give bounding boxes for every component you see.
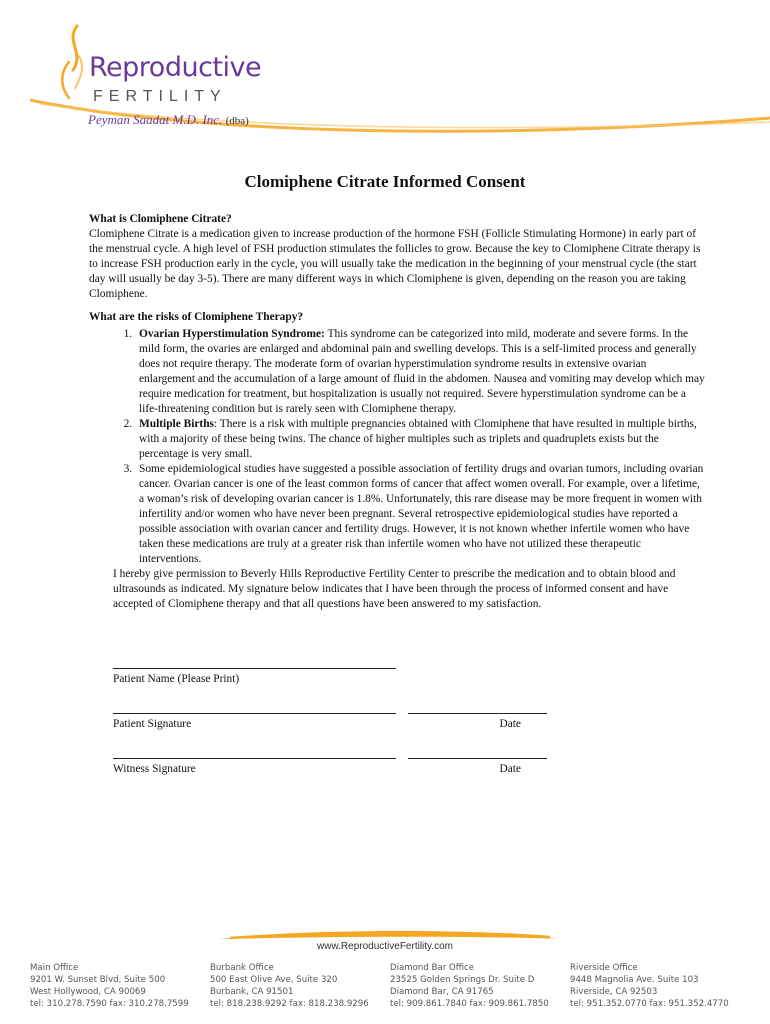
document-body	[89, 212, 705, 612]
risk-item	[135, 327, 705, 417]
office-name: Riverside Office	[570, 963, 638, 973]
office-address-line2: Burbank, CA 91501	[210, 987, 294, 997]
document-title: Clomiphene Citrate Informed Consent	[244, 172, 526, 191]
patient-signature-label: Patient Signature	[113, 718, 192, 730]
office-block	[30, 962, 210, 1010]
office-phones: tel: 818.238.9292 fax: 818.238.9296	[210, 999, 369, 1009]
footer-website-link[interactable]: www.ReproductiveFertility.com	[317, 941, 453, 952]
office-phones: tel: 310.278.7590 fax: 310.278.7599	[30, 999, 189, 1009]
office-address-line1: 500 East Olive Ave, Suite 320	[210, 975, 338, 985]
risks-list	[89, 327, 705, 567]
office-block	[210, 962, 390, 1010]
patient-date-label: Date	[499, 718, 521, 730]
witness-signature-line[interactable]	[113, 746, 396, 759]
witness-date-label: Date	[499, 763, 521, 775]
office-name: Diamond Bar Office	[390, 963, 475, 973]
section-heading-what-is: What is Clomiphene Citrate?	[89, 213, 232, 225]
company-logo	[55, 22, 315, 127]
office-address-line2: Diamond Bar, CA 91765	[390, 987, 494, 997]
risk-label: Multiple Births	[139, 418, 214, 430]
office-address-line1: 9201 W. Sunset Blvd, Suite 500	[30, 975, 166, 985]
witness-date-line[interactable]	[408, 746, 547, 759]
office-address-line2: Riverside, CA 92503	[570, 987, 658, 997]
witness-date-field[interactable]	[408, 746, 547, 775]
logo-word-fertility: FERTILITY	[93, 88, 227, 105]
section-body-what-is: Clomiphene Citrate is a medication given to increase production of the hormone FSH (Follicle Stimulating Hormone) in early part of the menstrual cycle. A high level of FSH production stimulates the follicles to grow. Because the key to Clomiphene Citrate therapy is to increase FSH production early in the cycle, you will usually take the medication in the beginning of your menstrual cycle (the start day will usually be day 3-5). There are many different ways in which Clomiphene is given, depending on the reason you are taking Clomiphene.	[89, 228, 701, 300]
office-address-line2: West Hollywood, CA 90069	[30, 987, 146, 997]
office-block	[570, 962, 750, 1010]
risk-text: : There is a risk with multiple pregnancies obtained with Clomiphene that have resulted in multiple births, with a majority of these being twins. The chance of higher multiples such as triplets and quadruplets exists but the percentage is very small.	[139, 418, 697, 460]
office-phones: tel: 951.352.0770 fax: 951.352.4770	[570, 999, 729, 1009]
patient-name-field[interactable]	[113, 656, 396, 685]
logo-word-reproductive: Reproductive	[89, 52, 262, 83]
risk-text: This syndrome can be categorized into mild, moderate and severe forms. In the mild form, the ovaries are enlarged and abdominal pain and swelling develops. This is a self-limited process and generally does not require therapy. The moderate form of ovarian hyperstimulation syndrome results in extensive ovarian enlargement and the accumulation of a large amount of fluid in the abdomen. Nausea and vomiting may develop which may require medication for treatment, but hospitalization is usually not required. Severe hyperstimulation syndrome can be a life-threatening condition but is rarely seen with Clomiphene therapy.	[139, 328, 705, 415]
witness-signature-field[interactable]	[113, 746, 396, 775]
office-name: Burbank Office	[210, 963, 274, 973]
logo-dba-line	[88, 112, 249, 128]
patient-name-line[interactable]	[113, 656, 396, 669]
risk-item	[135, 417, 705, 462]
office-phones: tel: 909.861.7840 fax: 909.861.7850	[390, 999, 549, 1009]
risk-text: Some epidemiological studies have suggested a possible association of fertility drugs and ovarian tumors, including ovarian cancer. Ovarian cancer is one of the least common forms of cancer that affect women overall. For example, over a lifetime, a woman’s risk of developing ovarian cancer is 1.8%. Unfortunately, this rare disease may be more frequent in women with infertility and/or women who have never been pregnant. Several retrospective epidemiological studies have reported a possible association with ovarian cancer and fertility drugs. However, it is not known whether infertile women who have taken these medications are truly at a greater risk than infertile women who have not utilized these therapeutic interventions.	[139, 463, 704, 565]
section-heading-risks: What are the risks of Clomiphene Therapy?	[89, 311, 304, 323]
risk-label: Ovarian Hyperstimulation Syndrome:	[139, 328, 325, 340]
risk-item	[135, 462, 705, 567]
office-address-line1: 9448 Magnolia Ave. Suite 103	[570, 975, 699, 985]
patient-name-label: Patient Name (Please Print)	[113, 673, 240, 685]
office-name: Main Office	[30, 963, 79, 973]
dba-suffix: (dba)	[225, 115, 249, 127]
patient-date-line[interactable]	[408, 701, 547, 714]
office-address-line1: 23525 Golden Springs Dr. Suite D	[390, 975, 535, 985]
permission-statement: I hereby give permission to Beverly Hills Reproductive Fertility Center to prescribe the medication and to obtain blood and ultrasounds as indicated. My signature below indicates that I have been through the process of informed consent and have accepted of Clomiphene therapy and that all questions have been answered to my satisfaction.	[113, 568, 676, 610]
witness-signature-label: Witness Signature	[113, 763, 196, 775]
dba-name: Peyman Saadat M.D. Inc.	[88, 112, 223, 127]
patient-signature-line[interactable]	[113, 701, 396, 714]
patient-signature-field[interactable]	[113, 701, 396, 730]
footer-offices	[30, 962, 750, 1010]
office-block	[390, 962, 570, 1010]
patient-date-field[interactable]	[408, 701, 547, 730]
